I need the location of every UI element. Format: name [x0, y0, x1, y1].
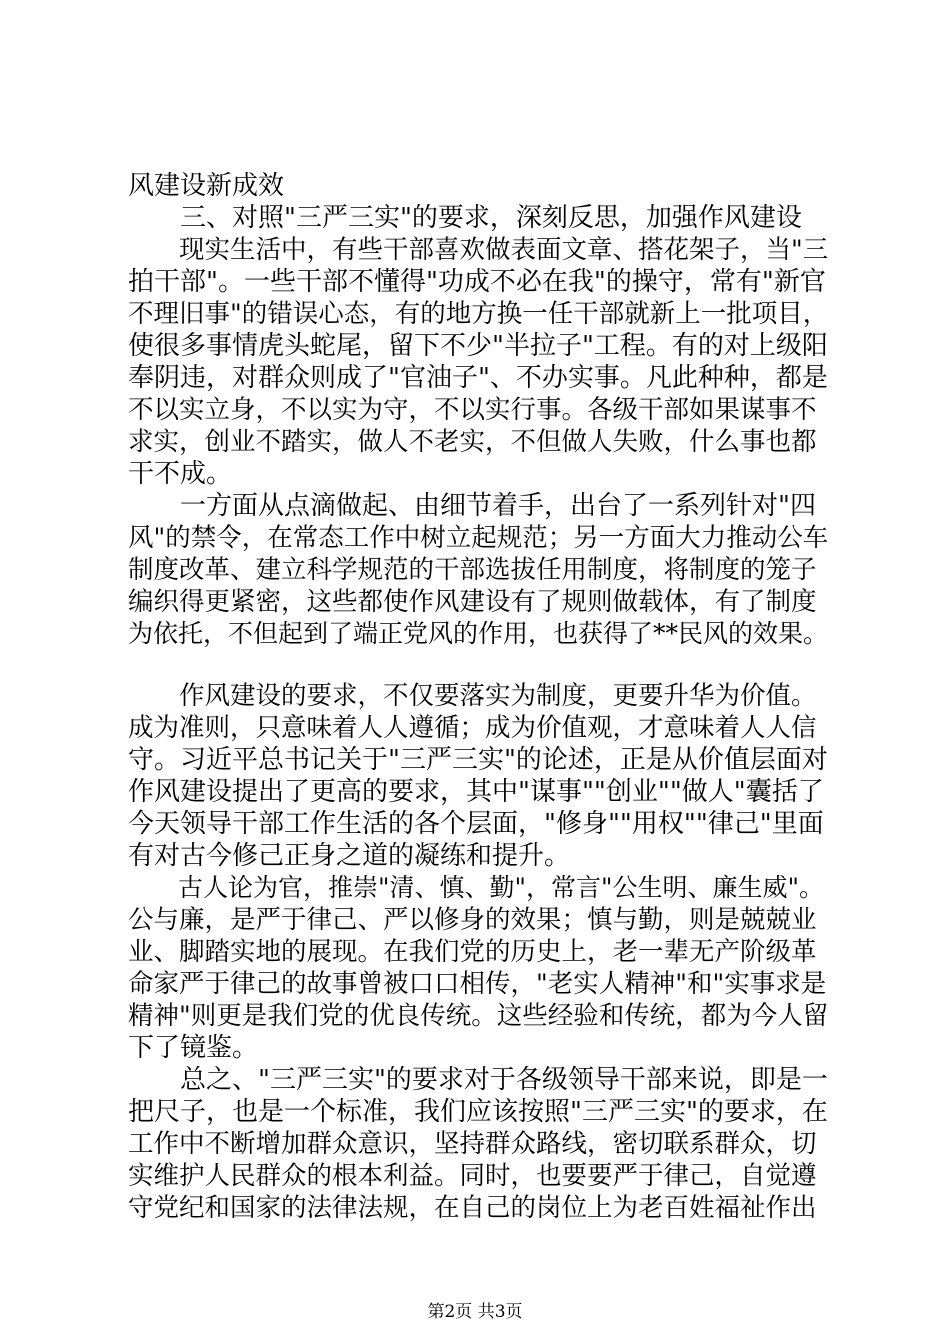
text-line: 工作中不断增加群众意识，坚持群众路线，密切联系群众，切 — [128, 1129, 817, 1159]
text-line: 干不成。 — [128, 459, 233, 489]
page-number-footer: 第2页 共3页 — [427, 1302, 523, 1322]
text-line: 守。习近平总书记关于"三严三实"的论述，正是从价值层面对 — [128, 745, 828, 775]
text-line: 不理旧事"的错误心态，有的地方换一任干部就新上一批项目， — [128, 299, 829, 329]
text-line: 把尺子，也是一个标准，我们应该按照"三严三实"的要求，在 — [128, 1097, 828, 1127]
text-line: 使很多事情虎头蛇尾，留下不少"半拉子"工程。有的对上级阳 — [128, 331, 828, 361]
text-line: 成为准则，只意味着人人遵循；成为价值观，才意味着人人信 — [128, 713, 817, 743]
text-line: 实维护人民群众的根本利益。同时，也要要严于律己，自觉遵 — [128, 1161, 817, 1191]
text-line: 总之、"三严三实"的要求对于各级领导干部来说，即是一 — [128, 1065, 828, 1095]
text-line: 今天领导干部工作生活的各个层面，"修身""用权""律己"里面 — [128, 809, 824, 839]
text-line: 下了镜鉴。 — [128, 1033, 259, 1063]
text-line: 求实，创业不踏实，做人不老实，不但做人失败，什么事也都 — [128, 427, 817, 457]
text-line: 风"的禁令，在常态工作中树立起规范；另一方面大力推动公车 — [128, 523, 829, 553]
text-line: 作风建设提出了更高的要求，其中"谋事""创业""做人"囊括了 — [128, 777, 824, 807]
text-line: 守党纪和国家的法律法规，在自己的岗位上为老百姓福祉作出 — [128, 1193, 817, 1223]
text-line: 编织得更紧密，这些都使作风建设有了规则做载体，有了制度 — [128, 587, 817, 617]
text-line: 奉阴违，对群众则成了"官油子"、不办实事。凡此种种，都是 — [128, 363, 828, 393]
text-line: 精神"则更是我们党的优良传统。这些经验和传统，都为今人留 — [128, 1001, 829, 1031]
text-line: 有对古今修己正身之道的凝练和提升。 — [128, 841, 571, 871]
text-line: 公与廉，是严于律己、严以修身的效果；慎与勤，则是兢兢业 — [128, 905, 817, 935]
text-line: 现实生活中，有些干部喜欢做表面文章、搭花架子，当"三 — [128, 235, 829, 265]
text-line: 作风建设的要求，不仅要落实为制度，更要升华为价值。 — [128, 681, 817, 711]
text-line: 为依托，不但起到了端正党风的作用，也获得了**民风的效果。 — [128, 619, 829, 648]
section-heading: 三、对照"三严三实"的要求，深刻反思，加强作风建设 — [128, 203, 802, 233]
text-line: 古人论为官，推崇"清、慎、勤"，常言"公生明、廉生威"。 — [128, 873, 824, 902]
text-line: 不以实立身，不以实为守，不以实行事。各级干部如果谋事不 — [128, 395, 817, 425]
text-line: 拍干部"。一些干部不懂得"功成不必在我"的操守，常有"新官 — [128, 267, 826, 297]
text-line: 风建设新成效 — [128, 171, 285, 201]
text-line: 制度改革、建立科学规范的干部选拔任用制度，将制度的笼子 — [128, 555, 817, 585]
text-line: 命家严于律己的故事曾被口口相传，"老实人精神"和"实事求是 — [128, 969, 827, 999]
text-line: 业、脚踏实地的展现。在我们党的历史上，老一辈无产阶级革 — [128, 937, 817, 967]
text-line: 一方面从点滴做起、由细节着手，出台了一系列针对"四 — [128, 491, 816, 521]
